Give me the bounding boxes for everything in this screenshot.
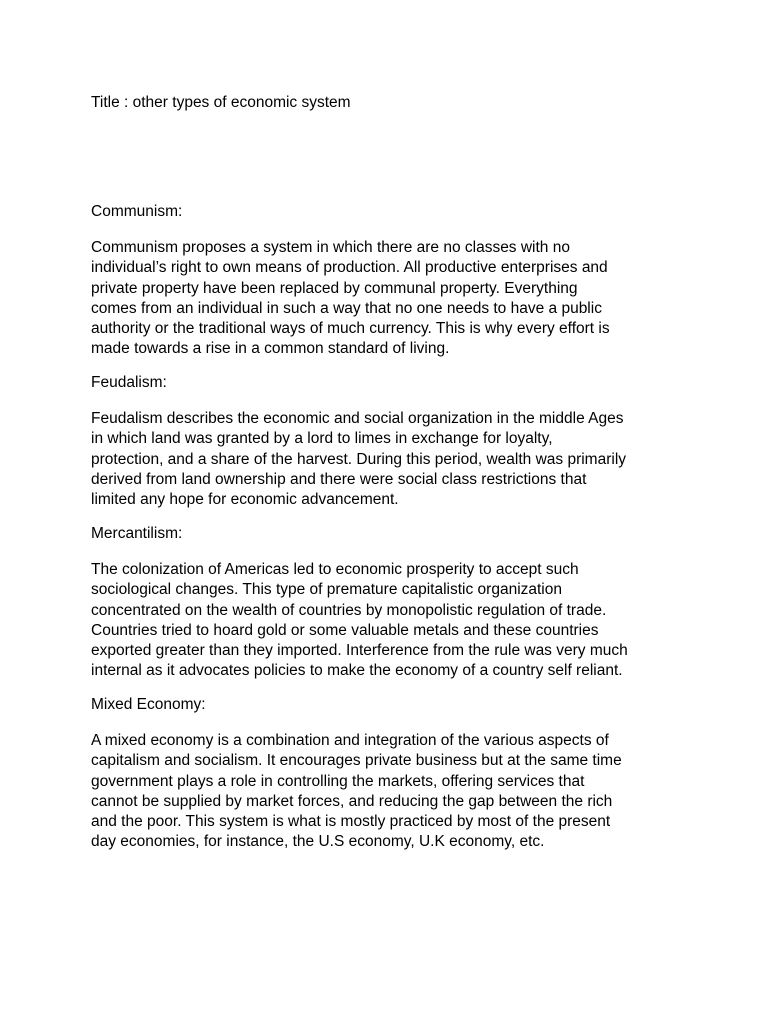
document-title: Title : other types of economic system xyxy=(91,94,351,111)
section-paragraph-communism: Communism proposes a system in which there are no classes with no individual’s right to own means of production. All productive enterprises and private property have been replaced by communal property. Everything comes from an individual in such a way that no one needs to have a public authority or the traditional ways of much currency. This is why every effort is made towards a rise in a common standard of living. xyxy=(91,239,610,358)
section-feudalism xyxy=(91,373,691,510)
section-mercantilism xyxy=(91,524,691,681)
section-mixed-economy xyxy=(91,695,691,852)
section-paragraph-mixed-economy: A mixed economy is a combination and integration of the various aspects of capitalism and socialism. It encourages private business but at the same time government plays a role in controlling the markets, offering services that cannot be supplied by market forces, and reducing the gap between the rich and the poor. This system is what is mostly practiced by most of the present day economies, for instance, the U.S economy, U.K economy, etc. xyxy=(91,732,622,851)
section-heading-feudalism: Feudalism: xyxy=(91,374,167,391)
section-paragraph-feudalism: Feudalism describes the economic and social organization in the middle Ages in which land was granted by a lord to limes in exchange for loyalty, protection, and a share of the harvest. During this period, wealth was primarily derived from land ownership and there were social class restrictions that limited any hope for economic advancement. xyxy=(91,410,627,509)
section-heading-communism: Communism: xyxy=(91,203,183,220)
section-heading-mixed-economy: Mixed Economy: xyxy=(91,696,206,713)
section-heading-mercantilism: Mercantilism: xyxy=(91,525,183,542)
section-paragraph-mercantilism: The colonization of Americas led to economic prosperity to accept such sociological changes. This type of premature capitalistic organization concentrated on the wealth of countries by monopolistic regulation of trade. Countries tried to hoard gold or some valuable metals and these countries exported greater than they imported. Interference from the rule was very much internal as it advocates policies to make the economy of a country self reliant. xyxy=(91,561,628,680)
section-communism xyxy=(91,202,691,359)
